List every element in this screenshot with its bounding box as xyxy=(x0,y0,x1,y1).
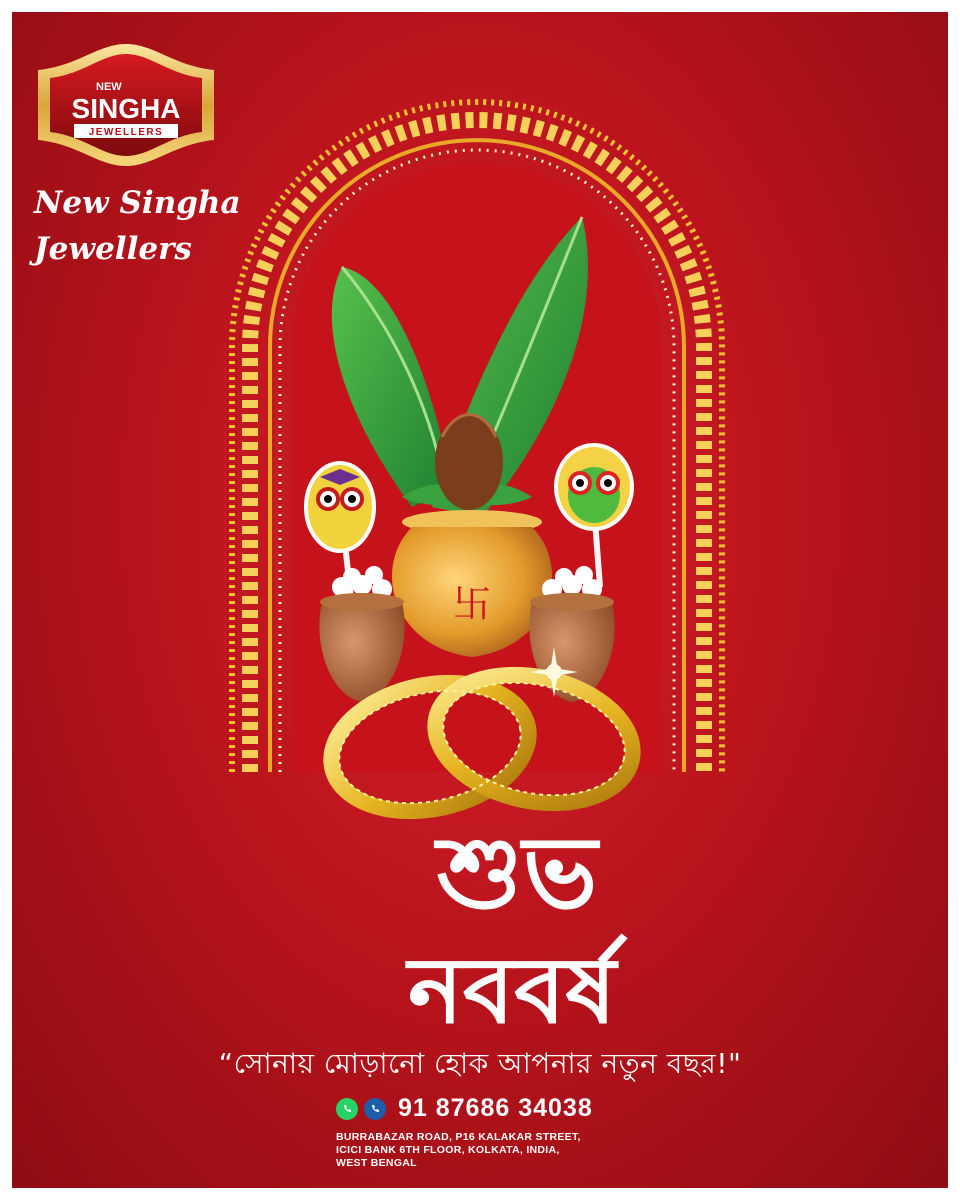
svg-text:卐: 卐 xyxy=(452,582,492,626)
brand-logo xyxy=(34,40,219,170)
whatsapp-icon[interactable] xyxy=(336,1098,358,1120)
poster-background xyxy=(12,12,948,1188)
contact-block xyxy=(336,1094,736,1170)
address-line: WEST BENGAL xyxy=(336,1157,417,1169)
address xyxy=(336,1131,736,1170)
headline-word1: শুভ xyxy=(436,814,598,931)
address-line: ICICI BANK 6TH FLOOR, KOLKATA, INDIA, xyxy=(336,1144,560,1156)
greeting-message: “সোনায় মোড়ানো হোক আপনার নতুন বছর!" xyxy=(218,1047,742,1080)
headline-word2: নববর্ষ xyxy=(407,937,617,1044)
logo-singha-text: SINGHA xyxy=(71,93,181,124)
phone-number[interactable]: 91 87686 34038 xyxy=(398,1094,593,1122)
logo-jewellers-text: JEWELLERS xyxy=(88,127,164,138)
headline-subho-noboborsho xyxy=(312,802,712,1062)
brand-name-line2: Jewellers xyxy=(34,231,192,267)
festival-illustration xyxy=(282,207,702,847)
logo-new-text: NEW xyxy=(96,81,122,93)
brand-name-line1: New Singha xyxy=(34,185,241,221)
phone-icon[interactable] xyxy=(364,1098,386,1120)
address-line: BURRABAZAR ROAD, P16 KALAKAR STREET, xyxy=(336,1131,581,1143)
